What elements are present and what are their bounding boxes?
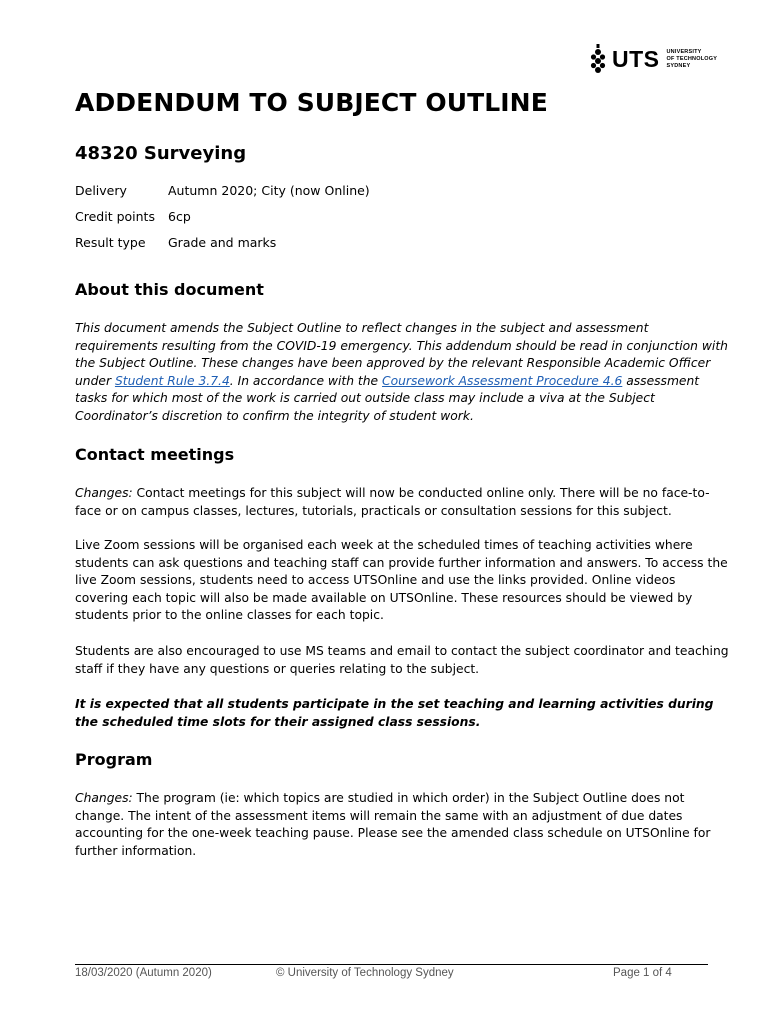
detail-value: Autumn 2020; City (now Online) [168,183,370,198]
ms-teams-paragraph: Students are also encouraged to use MS teams and email to contact the subject coordinator and teaching staff if they have any questions or queries relating to the subject. [75,644,729,676]
subject-title: 48320 Surveying [75,143,247,164]
logo-sub-line: UNIVERSITY [666,48,702,55]
logo-subtext [667,49,718,70]
uts-crest-icon [590,44,606,74]
detail-row-credit-points [75,209,370,235]
about-text: assessment tasks for which most of the work is carried out outside class may include a viva at the Subject Coordinator’s discretion to confirm the integrity of student work. [75,373,700,423]
detail-row-delivery [75,183,370,209]
changes-label: Changes: [75,791,133,805]
logo-wordmark: UTS [612,45,660,72]
about-heading: About this document [75,280,264,299]
assessment-procedure-link[interactable]: Coursework Assessment Procedure 4.6 [382,373,623,388]
footer-page-number: Page 1 of 4 [613,967,672,979]
footer-date: 18/03/2020 (Autumn 2020) [75,967,212,979]
detail-label: Credit points [75,209,155,224]
about-text: This document amends the Subject Outline to reflect changes in the subject and assessment requirements resulting from the COVID-19 emergency. This addendum should be read in conjunction with the Subject Outline. These changes have been approved by the relevant Responsible Academic Officer under [75,321,728,388]
participation-notice: It is expected that all students participate in the set teaching and learning activities during the scheduled time slots for their assigned class sessions. [75,697,714,729]
logo-sub-line: OF TECHNOLOGY [666,55,718,62]
about-text: . In accordance with the [229,373,383,388]
detail-label: Result type [75,235,146,250]
contact-changes-paragraph [75,485,730,520]
uts-logo [590,44,717,74]
detail-label: Delivery [75,183,127,198]
logo-sub-line: SYDNEY [666,62,691,69]
program-heading: Program [75,750,153,769]
contact-changes-text: Contact meetings for this subject will now be conducted online only. There will be no face-to-face or on campus classes, lectures, tutorials, practicals or consultation sessions for this subject. [75,486,710,518]
footer-divider [75,964,708,965]
changes-label: Changes: [75,486,133,500]
detail-row-result-type [75,235,370,261]
about-paragraph [75,320,730,426]
contact-meetings-heading: Contact meetings [75,445,235,464]
student-rule-link[interactable]: Student Rule 3.7.4 [114,373,230,388]
subject-details [75,183,370,261]
detail-value: Grade and marks [168,235,277,250]
program-text: The program (ie: which topics are studied in which order) in the Subject Outline does not change. The intent of the assessment items will remain the same with an adjustment of due dates accounting for the one-week teaching pause. Please see the amended class schedule on UTSOnline for further information. [75,791,711,858]
program-paragraph [75,790,730,860]
footer-copyright: © University of Technology Sydney [276,967,454,979]
zoom-sessions-paragraph: Live Zoom sessions will be organised each week at the scheduled times of teaching activities where students can ask questions and teaching staff can provide further information and answers. To access the live Zoom sessions, students need to access UTSOnline and use the links provided. Online videos covering each topic will also be made available on UTSOnline. These resources should be viewed by students prior to the online classes for each topic. [75,538,728,623]
document-title: ADDENDUM TO SUBJECT OUTLINE [75,88,548,117]
detail-value: 6cp [168,209,191,224]
